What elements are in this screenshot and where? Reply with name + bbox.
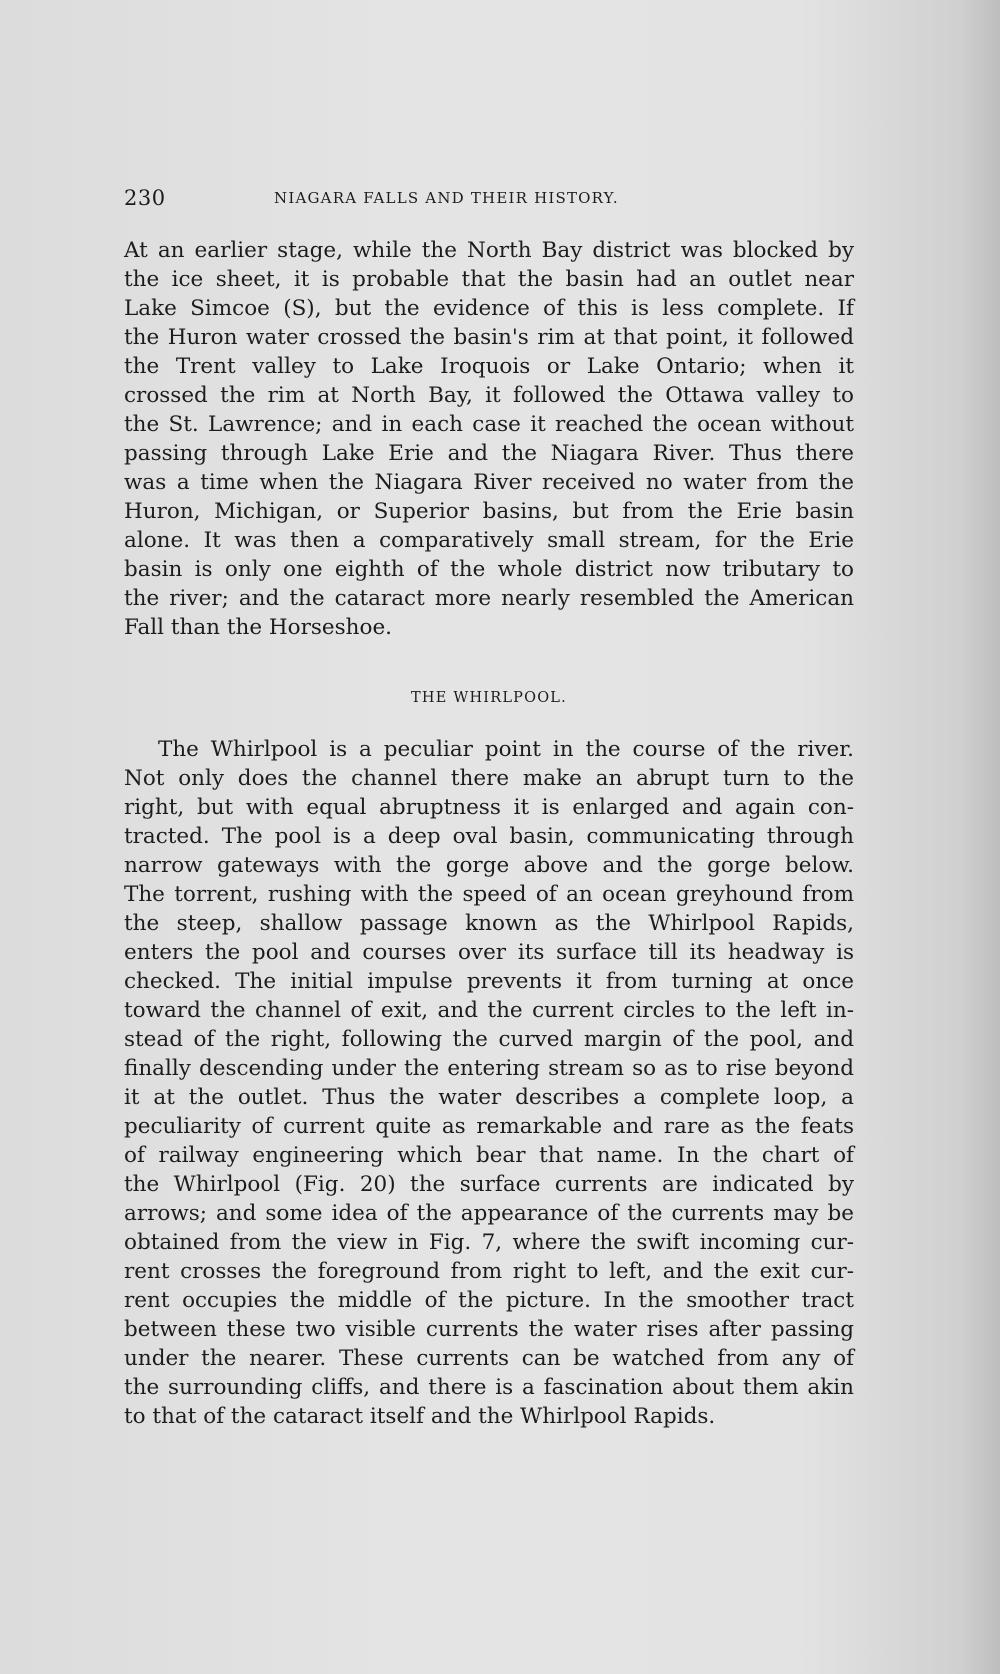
running-title: NIAGARA FALLS AND THEIR HISTORY. bbox=[274, 189, 619, 207]
text-line: basin is only one eighth of the whole district now tributary to bbox=[124, 557, 854, 582]
text-line: the Trent valley to Lake Iroquois or Lake Ontario; when it bbox=[124, 354, 854, 379]
text-line: of railway engineering which bear that name. In the chart of bbox=[124, 1143, 854, 1168]
text-line: Fall than the Horseshoe. bbox=[124, 615, 393, 640]
text-line: Not only does the channel there make an abrupt turn to the bbox=[124, 766, 854, 791]
text-line: to that of the cataract itself and the Whirlpool Rapids. bbox=[124, 1404, 716, 1429]
text-line: toward the channel of exit, and the current circles to the left in- bbox=[124, 998, 854, 1023]
text-line: arrows; and some idea of the appearance of the currents may be bbox=[124, 1201, 854, 1226]
text-line: the steep, shallow passage known as the Whirlpool Rapids, bbox=[124, 911, 854, 936]
text-line: narrow gateways with the gorge above and the gorge below. bbox=[124, 853, 854, 878]
text-line: the St. Lawrence; and in each case it reached the ocean without bbox=[124, 412, 854, 437]
text-line: Lake Simcoe (S), but the evidence of this is less complete. If bbox=[124, 296, 854, 321]
text-line: Huron, Michigan, or Superior basins, but from the Erie basin bbox=[124, 499, 854, 524]
text-line: passing through Lake Erie and the Niagara River. Thus there bbox=[124, 441, 854, 466]
running-head bbox=[124, 186, 854, 210]
section-heading: THE WHIRLPOOL. bbox=[411, 690, 567, 706]
text-line: crossed the rim at North Bay, it followed the Ottawa valley to bbox=[124, 383, 854, 408]
text-line: rent occupies the middle of the picture. In the smoother tract bbox=[124, 1288, 854, 1313]
text-line: obtained from the view in Fig. 7, where the swift incoming cur- bbox=[124, 1230, 854, 1255]
text-line: under the nearer. These currents can be watched from any of bbox=[124, 1346, 854, 1371]
text-line: stead of the right, following the curved margin of the pool, and bbox=[124, 1027, 854, 1052]
text-line: the ice sheet, it is probable that the basin had an outlet near bbox=[124, 267, 854, 292]
text-line: between these two visible currents the water rises after passing bbox=[124, 1317, 854, 1342]
text-line: tracted. The pool is a deep oval basin, communicating through bbox=[124, 824, 854, 849]
text-line: the river; and the cataract more nearly resembled the American bbox=[124, 586, 854, 611]
text-line: was a time when the Niagara River received no water from the bbox=[124, 470, 854, 495]
text-line: peculiarity of current quite as remarkable and rare as the feats bbox=[124, 1114, 854, 1139]
text-line: rent crosses the foreground from right to left, and the exit cur- bbox=[124, 1259, 854, 1284]
text-line: checked. The initial impulse prevents it from turning at once bbox=[124, 969, 854, 994]
text-line: the surrounding cliffs, and there is a fascination about them akin bbox=[124, 1375, 854, 1400]
paragraph-ice-sheet-outlets bbox=[124, 236, 854, 642]
text-line: At an earlier stage, while the North Bay district was blocked by bbox=[124, 238, 854, 263]
text-line: the Huron water crossed the basin's rim at that point, it followed bbox=[124, 325, 854, 350]
text-line: the Whirlpool (Fig. 20) the surface currents are indicated by bbox=[124, 1172, 854, 1197]
paragraph-whirlpool bbox=[124, 735, 854, 1431]
text-line: enters the pool and courses over its surface till its headway is bbox=[124, 940, 854, 965]
text-line: The Whirlpool is a peculiar point in the course of the river. bbox=[158, 737, 854, 762]
text-line: right, but with equal abruptness it is enlarged and again con- bbox=[124, 795, 854, 820]
text-line: finally descending under the entering stream so as to rise beyond bbox=[124, 1056, 854, 1081]
text-line: it at the outlet. Thus the water describes a complete loop, a bbox=[124, 1085, 854, 1110]
page-number: 230 bbox=[124, 186, 166, 210]
text-line: alone. It was then a comparatively small stream, for the Erie bbox=[124, 528, 854, 553]
text-line: The torrent, rushing with the speed of an ocean greyhound from bbox=[124, 882, 854, 907]
